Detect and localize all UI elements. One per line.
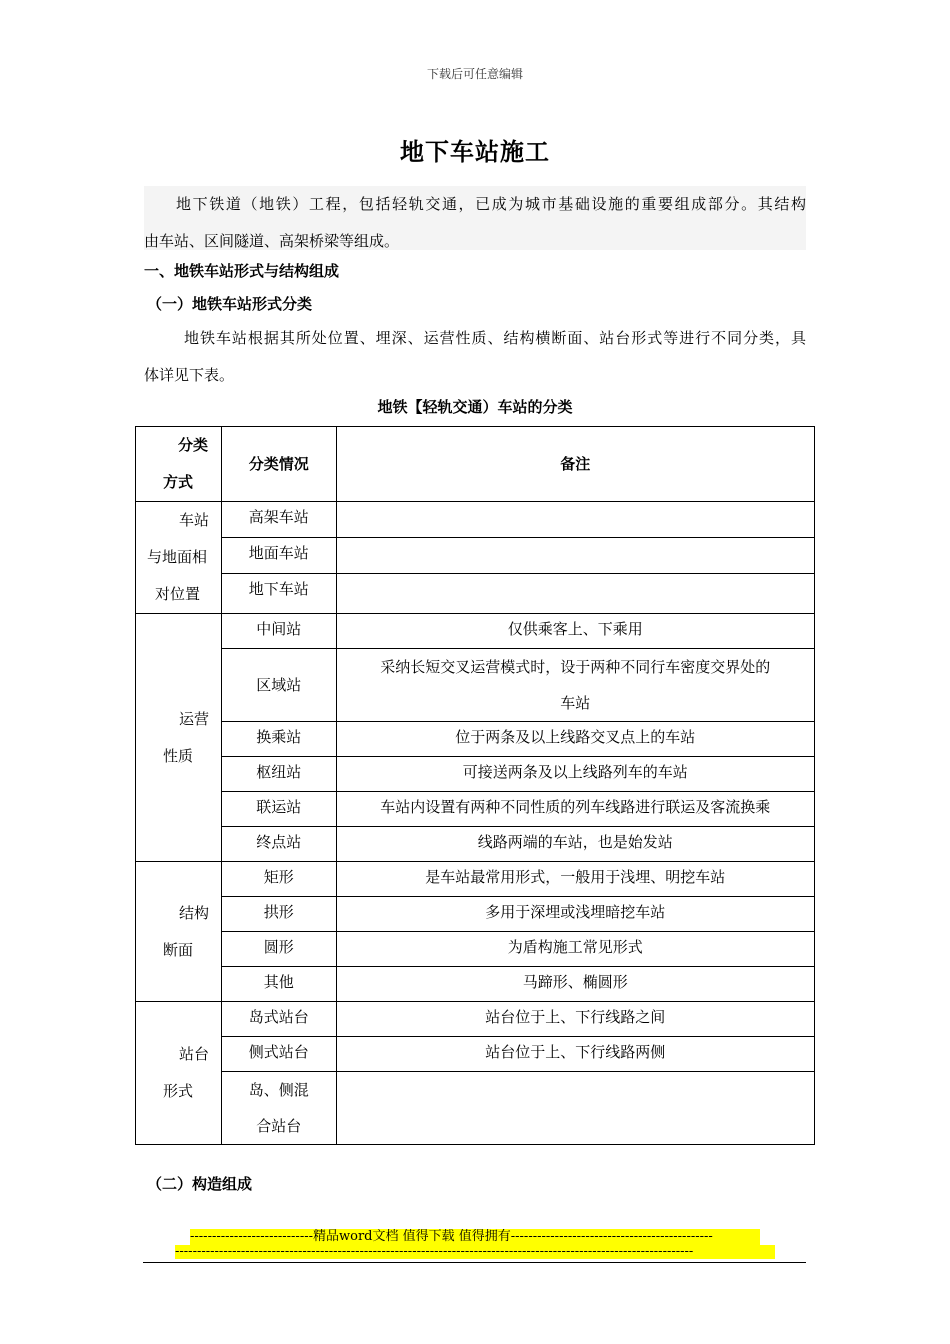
note-cell: [336, 614, 814, 649]
note-text: 站台位于上、下行线路两侧: [485, 1043, 666, 1061]
situation-text: 矩形: [263, 868, 294, 886]
method-line: 站台: [179, 1045, 210, 1063]
paragraph-line-2: 体详见下表。: [144, 366, 235, 384]
situation-text: 中间站: [256, 620, 302, 638]
heading-1: 一、地铁车站形式与结构组成: [144, 262, 340, 280]
method-line: 运营: [179, 709, 210, 728]
note-cell: [336, 649, 814, 722]
situation-text: 终点站: [256, 833, 302, 851]
station-classification-table: [135, 426, 815, 1145]
table-row: [136, 614, 815, 649]
table-row: [136, 897, 815, 932]
header-situation-label: 分类情况: [248, 454, 309, 473]
situation-cell: [221, 1002, 336, 1037]
situation-text: 枢纽站: [256, 763, 302, 781]
note-cell: [336, 757, 814, 792]
header-method-line-1: 分类: [178, 436, 209, 454]
situation-cell: [221, 502, 336, 538]
situation-text: 拱形: [263, 903, 294, 921]
note-cell: [336, 862, 814, 897]
situation-cell: [221, 757, 336, 792]
header-note: 下载后可任意编辑: [426, 67, 523, 81]
situation-text: 区域站: [256, 675, 302, 694]
situation-text: 侧式站台: [248, 1043, 309, 1061]
method-line: 形式: [163, 1082, 194, 1100]
method-line: 与地面相: [147, 548, 208, 566]
situation-cell: [221, 573, 336, 613]
note-text-line-1: 采纳长短交叉运营模式时，设于两种不同行车密度交界处的: [380, 658, 771, 676]
intro-line-2: 由车站、区间隧道、高架桥梁等组成。: [144, 232, 400, 250]
method-cell: [136, 502, 222, 614]
intro-line-1: 地下铁道（地铁）工程，包括轻轨交通，已成为城市基础设施的重要组成部分。其结构: [176, 195, 806, 213]
note-cell: [336, 1002, 814, 1037]
situation-cell: [221, 967, 336, 1002]
header-situation: [221, 427, 336, 502]
table-row: [136, 1072, 815, 1145]
situation-cell: [221, 792, 336, 827]
situation-text-line-1: 岛、侧混: [248, 1081, 309, 1099]
situation-cell: [221, 649, 336, 722]
situation-cell: [221, 862, 336, 897]
table-row: [136, 649, 815, 722]
table-row: [136, 502, 815, 538]
note-text: 马蹄形、椭圆形: [522, 973, 628, 991]
note-cell: [336, 1072, 814, 1145]
situation-text: 地下车站: [248, 579, 309, 598]
note-text: 是车站最常用形式，一般用于浅埋、明挖车站: [425, 868, 726, 886]
situation-cell: [221, 1037, 336, 1072]
table-row: [136, 757, 815, 792]
note-cell: [336, 502, 814, 538]
note-cell: [336, 573, 814, 613]
table-row: [136, 537, 815, 573]
situation-text: 岛式站台: [248, 1008, 309, 1026]
note-text: 线路两端的车站，也是始发站: [477, 833, 673, 851]
table-row: [136, 967, 815, 1002]
method-cell: [136, 1002, 222, 1145]
situation-text: 换乘站: [256, 728, 302, 746]
table-header-row: [136, 427, 815, 502]
note-cell: [336, 967, 814, 1002]
note-cell: [336, 722, 814, 757]
note-cell: [336, 537, 814, 573]
note-cell: [336, 827, 814, 862]
note-text: 站台位于上、下行线路之间: [485, 1008, 666, 1026]
note-text: 多用于深埋或浅埋暗挖车站: [485, 903, 666, 921]
document-title: 地下车站施工: [400, 137, 550, 166]
table-caption: 地铁【轻轨交通）车站的分类: [377, 398, 573, 416]
situation-cell: [221, 614, 336, 649]
situation-text: 地面车站: [248, 543, 309, 562]
table-row: [136, 862, 815, 897]
header-note-label: 备注: [560, 454, 591, 473]
method-line: 性质: [163, 746, 194, 765]
situation-text-line-2: 合站台: [256, 1117, 302, 1135]
situation-cell: [221, 897, 336, 932]
situation-cell: [221, 537, 336, 573]
situation-cell: [221, 827, 336, 862]
situation-text: 圆形: [263, 938, 294, 956]
situation-cell: [221, 722, 336, 757]
note-text: 可接送两条及以上线路列车的车站: [462, 763, 688, 781]
footer-divider: [143, 1262, 806, 1263]
footer-banner-line-2: ----------------------------------------------------------------------------------------------------------------------: [175, 1245, 775, 1259]
note-cell: [336, 792, 814, 827]
header-note: [336, 427, 814, 502]
note-cell: [336, 932, 814, 967]
note-text: 仅供乘客上、下乘用: [507, 620, 643, 638]
situation-cell: [221, 1072, 336, 1145]
table-row: [136, 932, 815, 967]
table-row: [136, 792, 815, 827]
note-text: 车站内设置有两种不同性质的列车线路进行联运及客流换乘: [380, 798, 771, 816]
paragraph-line-1: 地铁车站根据其所处位置、埋深、运营性质、结构横断面、站台形式等进行不同分类，具: [184, 329, 806, 347]
table-row: [136, 1002, 815, 1037]
note-cell: [336, 1037, 814, 1072]
note-text: 位于两条及以上线路交叉点上的车站: [455, 728, 696, 746]
method-cell: [136, 862, 222, 1002]
header-method: [136, 427, 222, 502]
note-text: 为盾构施工常见形式: [507, 938, 643, 956]
situation-text: 其他: [263, 973, 294, 991]
situation-text: 高架车站: [248, 508, 309, 526]
note-cell: [336, 897, 814, 932]
situation-cell: [221, 932, 336, 967]
table-row: [136, 573, 815, 613]
table-row: [136, 1037, 815, 1072]
method-line: 车站: [179, 511, 210, 529]
section-heading: （二）构造组成: [147, 1175, 253, 1193]
note-text-line-2: 车站: [560, 694, 591, 712]
intro-paragraph: [144, 186, 806, 250]
classification-paragraph: [144, 320, 806, 394]
table-row: [136, 722, 815, 757]
header-method-line-2: 方式: [163, 473, 194, 491]
method-line: 对位置: [155, 585, 201, 603]
method-line: 断面: [163, 940, 194, 959]
situation-text: 联运站: [256, 798, 302, 816]
table-row: [136, 827, 815, 862]
footer-banner-line-1: ----------------------------精品word文档 值得下载 值得拥有----------------------------------------------: [190, 1229, 760, 1245]
method-cell: [136, 614, 222, 862]
heading-2: （一）地铁车站形式分类: [147, 295, 313, 313]
method-line: 结构: [179, 903, 210, 922]
